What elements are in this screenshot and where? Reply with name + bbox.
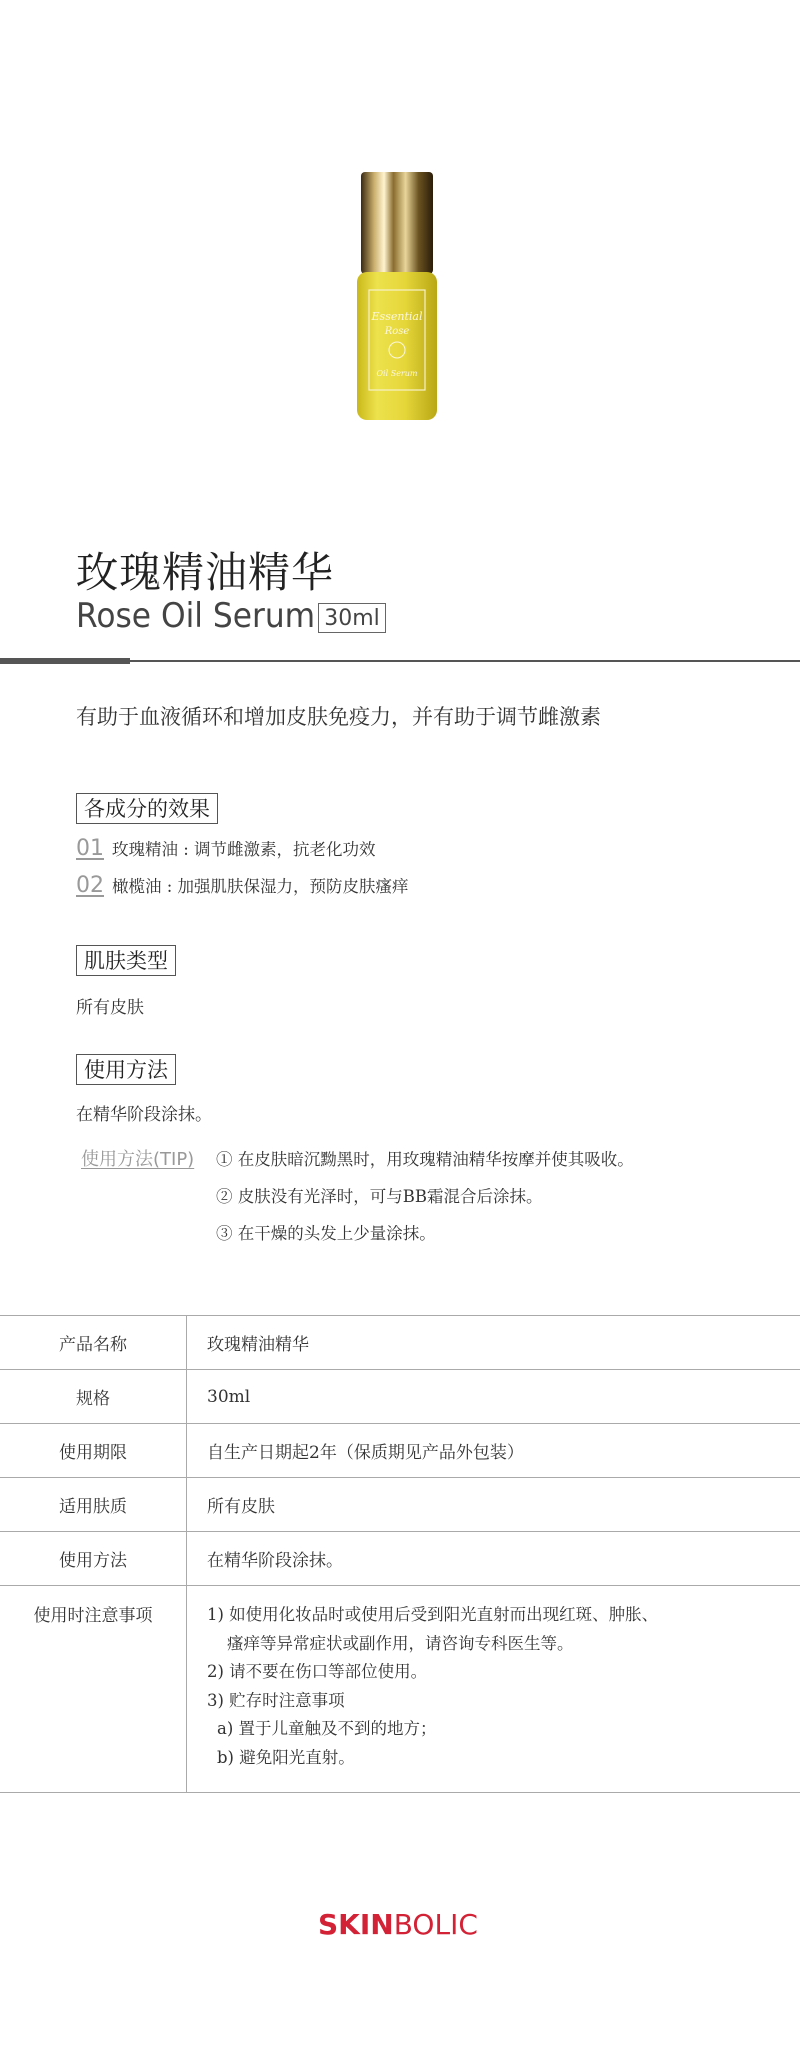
note-line: 2) 请不要在伤口等部位使用。 [207, 1662, 428, 1681]
spec-key: 使用方法 [0, 1532, 187, 1586]
note-line: b) 避免阳光直射。 [217, 1747, 355, 1767]
product-headline: 有助于血液循环和增加皮肤免疫力，并有助于调节雌激素 [76, 705, 601, 729]
note-line: a) 置于儿童触及不到的地方； [217, 1719, 437, 1738]
note-line: 3) 贮存时注意事项 [207, 1690, 345, 1710]
ingredient-text: 橄榄油 : 加强肌肤保湿力，预防皮肤瘙痒 [112, 877, 409, 896]
spec-row-notes [0, 1586, 800, 1793]
spec-key: 规格 [0, 1370, 187, 1424]
volume-badge: 30ml [318, 603, 386, 633]
usage-tip-label: 使用方法(TIP) [81, 1149, 195, 1170]
spec-row [0, 1316, 800, 1370]
brand-logo-part1: SKIN [318, 1908, 394, 1941]
spec-value: 玫瑰精油精华 [187, 1316, 800, 1370]
usage-tip-item: ③ 在干燥的头发上少量涂抹。 [216, 1224, 436, 1243]
spec-value: 在精华阶段涂抹。 [187, 1532, 800, 1586]
usage-tip-item: ② 皮肤没有光泽时，可与BB霜混合后涂抹。 [216, 1187, 543, 1206]
divider-accent [0, 658, 130, 664]
spec-value: 自生产日期起2年（保质期见产品外包装） [187, 1424, 800, 1478]
skin-type-text: 所有皮肤 [76, 998, 144, 1018]
bottle-label-line1: Essential [371, 310, 423, 323]
spec-key: 使用时注意事项 [0, 1586, 187, 1793]
spec-table [0, 1315, 800, 1793]
spec-key: 使用期限 [0, 1424, 187, 1478]
ingredient-item [76, 873, 409, 898]
ingredient-number: 01 [76, 836, 104, 861]
brand-logo [318, 1908, 478, 1941]
spec-row [0, 1478, 800, 1532]
product-title-cn: 玫瑰精油精华 [76, 548, 335, 597]
note-line: 1) 如使用化妆品时或使用后受到阳光直射而出现红斑、肿胀、 [207, 1605, 659, 1624]
spec-value: 所有皮肤 [187, 1478, 800, 1532]
note-line: 瘙痒等异常症状或副作用，请咨询专科医生等。 [227, 1633, 574, 1653]
usage-tip-item: ① 在皮肤暗沉黝黑时，用玫瑰精油精华按摩并使其吸收。 [216, 1150, 634, 1169]
skin-type-heading: 肌肤类型 [76, 945, 176, 976]
spec-value: 30ml [187, 1370, 800, 1424]
spec-row [0, 1370, 800, 1424]
bottle-label-line3: Oil Serum [376, 369, 418, 378]
spec-key: 产品名称 [0, 1316, 187, 1370]
brand-logo-part2: BOLIC [393, 1908, 478, 1941]
product-title-en: Rose Oil Serum [76, 596, 316, 636]
usage-heading: 使用方法 [76, 1054, 176, 1085]
spec-row [0, 1532, 800, 1586]
spec-key: 适用肤质 [0, 1478, 187, 1532]
ingredient-item [76, 836, 376, 861]
usage-text: 在精华阶段涂抹。 [76, 1105, 212, 1125]
bottle-label-line2: Rose [384, 326, 410, 337]
spec-row [0, 1424, 800, 1478]
spec-notes [187, 1586, 800, 1793]
product-image [347, 172, 447, 420]
ingredients-heading: 各成分的效果 [76, 793, 218, 824]
ingredient-text: 玫瑰精油 : 调节雌激素，抗老化功效 [112, 840, 376, 859]
ingredient-number: 02 [76, 873, 104, 898]
